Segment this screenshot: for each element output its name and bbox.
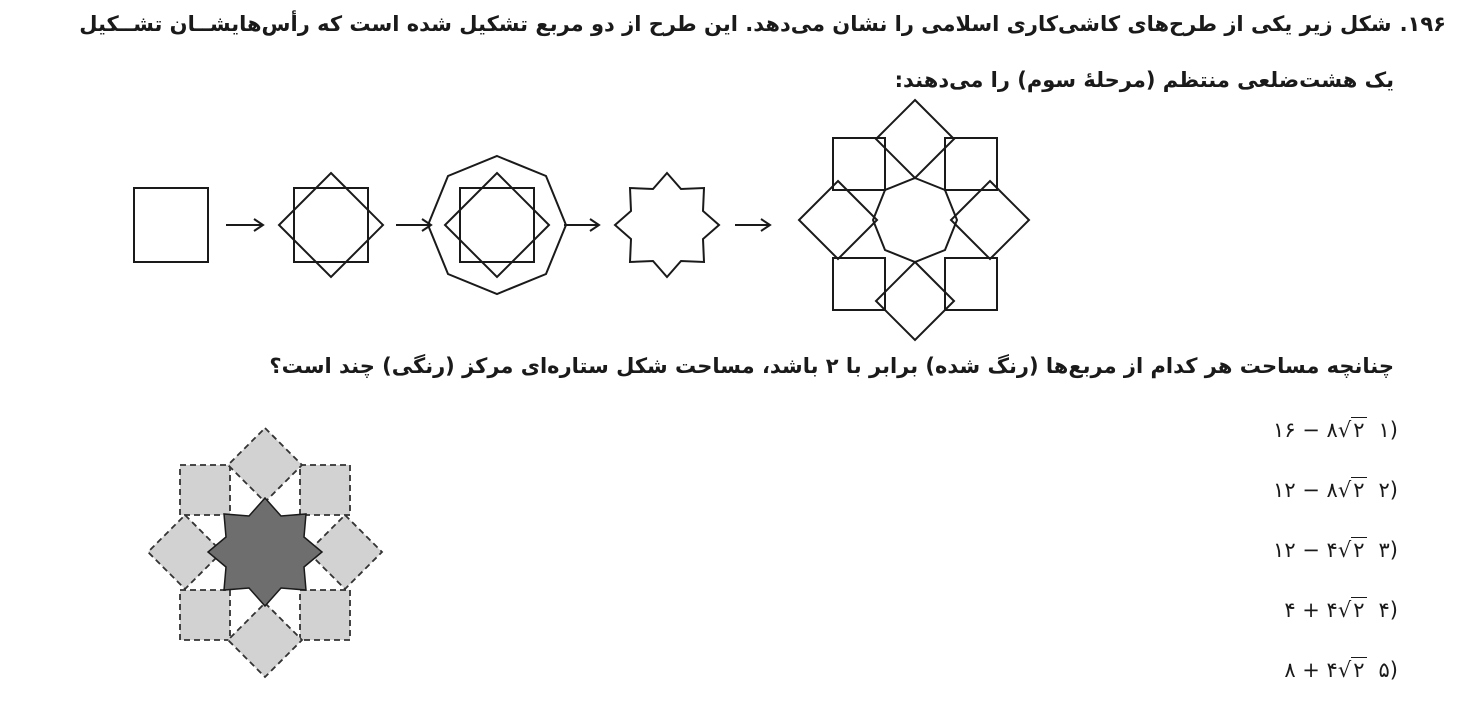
option-4-expression: ۴ + ۴√۲ — [1284, 598, 1365, 622]
option-3[interactable] — [1273, 538, 1398, 562]
question-number: ۱۹۶. — [1399, 12, 1446, 36]
question-prompt: چنانچه مساحت هر کدام از مربع‌ها (رنگ شده) برابر با ۲ باشد، مساحت شکل ستاره‌ای مرکز (رنگی) چند است؟ — [269, 354, 1394, 378]
tile-square — [300, 590, 350, 640]
option-2-expression: ۱۲ − ۸√۲ — [1273, 478, 1365, 502]
option-2-number: (۲ — [1378, 478, 1398, 502]
option-4-number: (۴ — [1378, 598, 1398, 622]
tile-square — [180, 465, 230, 515]
option-4[interactable] — [1284, 598, 1398, 622]
tile-diamond — [228, 603, 302, 677]
central-star — [208, 498, 322, 606]
option-1-expression: ۱۶ − ۸√۲ — [1273, 418, 1365, 442]
tile-square — [300, 465, 350, 515]
option-5-expression: ۸ + ۴√۲ — [1284, 658, 1365, 682]
option-2[interactable] — [1273, 478, 1398, 502]
option-1-number: (۱ — [1378, 418, 1398, 442]
question-text-line-1: شکل زیر یکی از طرح‌های کاشی‌کاری اسلامی را نشان می‌دهد. این طرح از دو مربع تشکیل شده است که رأس‌هایشــان تشــکیل — [79, 12, 1392, 36]
question-text-line-2: یک هشت‌ضلعی منتظم (مرحلهٔ سوم) را می‌دهند: — [894, 68, 1394, 92]
option-1[interactable] — [1273, 418, 1398, 442]
option-5[interactable] — [1284, 658, 1398, 682]
option-3-number: (۳ — [1378, 538, 1398, 562]
option-3-expression: ۱۲ − ۴√۲ — [1273, 538, 1365, 562]
option-5-number: (۵ — [1378, 658, 1398, 682]
tile-square — [180, 590, 230, 640]
tile-diamond — [228, 428, 302, 502]
